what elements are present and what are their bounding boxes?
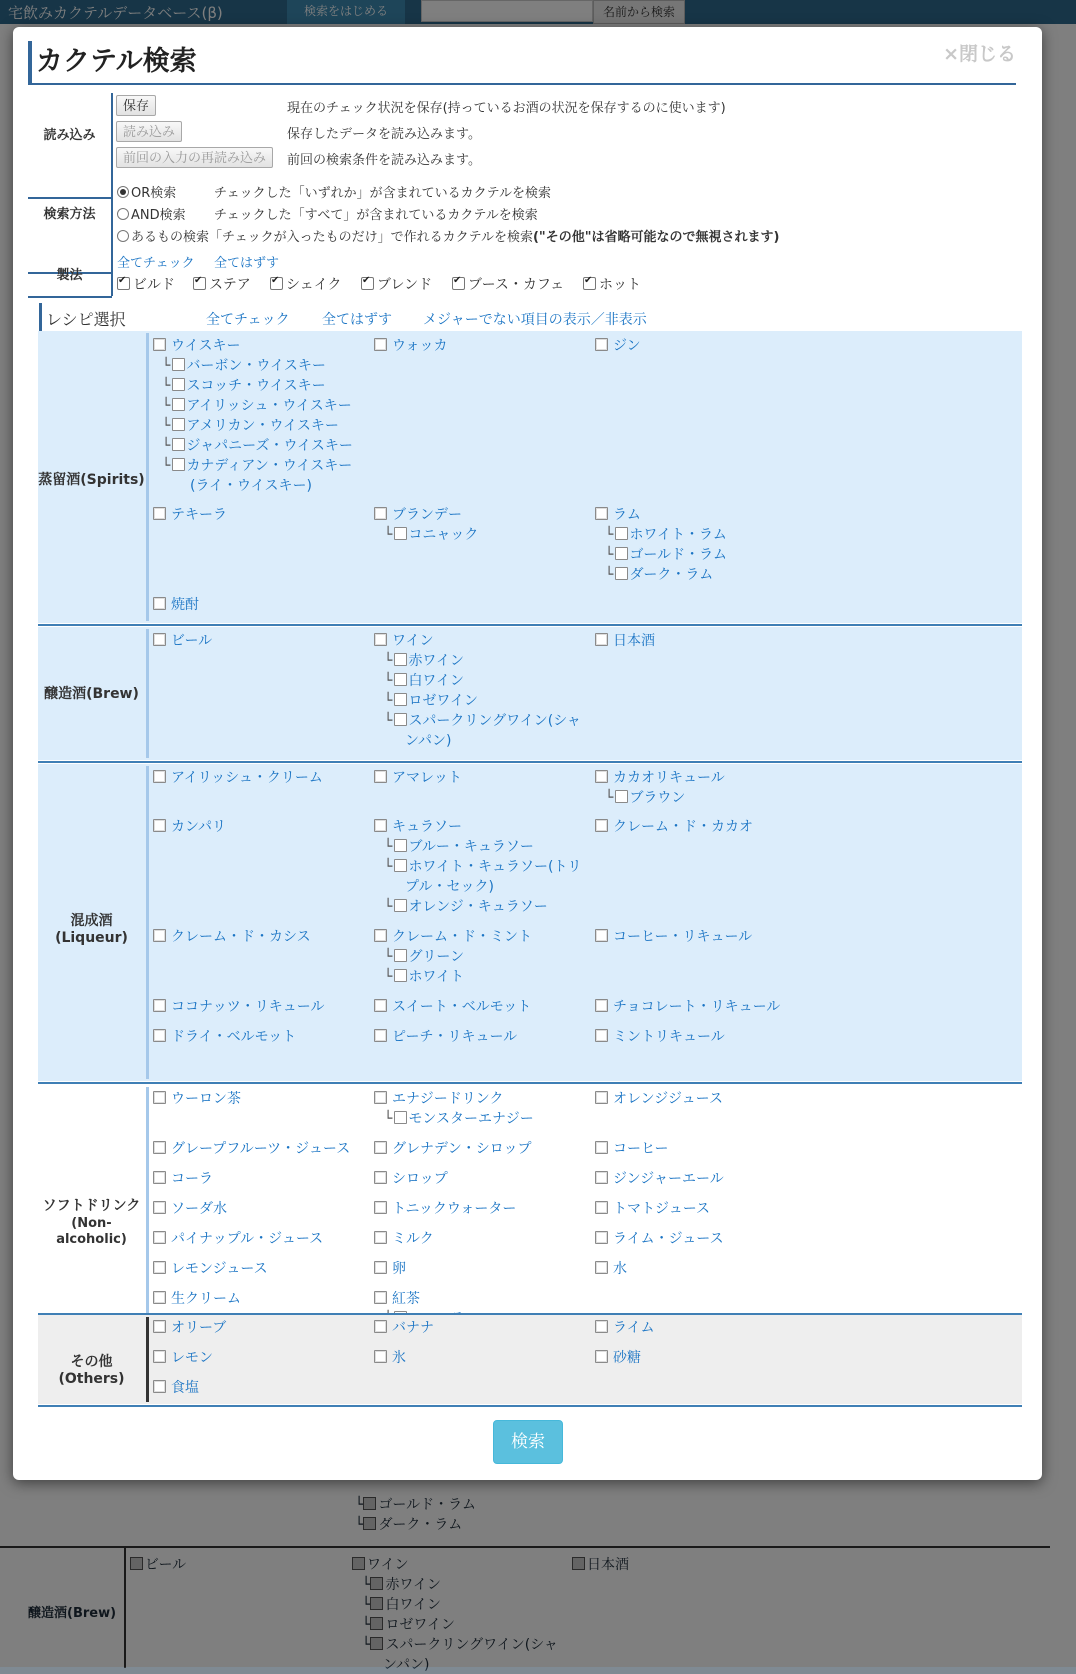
ingredient-creme-de-cassis[interactable] (153, 927, 311, 947)
lime-juice-label: ライム・ジュース (613, 1231, 724, 1247)
rose-wine-checkbox[interactable] (394, 693, 407, 706)
lime-label: ライム (613, 1320, 655, 1336)
ingredient-sweet-vermouth[interactable] (374, 997, 531, 1017)
sake-label: 日本酒 (613, 633, 655, 649)
ingredient-creme-de-menthe[interactable] (374, 927, 532, 947)
ingredient-tequila[interactable] (153, 505, 227, 525)
ingredient-pineapple-juice[interactable] (153, 1229, 323, 1249)
pousse-cafe-checkbox[interactable] (452, 277, 465, 290)
shochu-checkbox[interactable] (153, 597, 166, 610)
japanese-whisky-label: ジャパニーズ・ウイスキー (186, 438, 353, 454)
ingredient-grapefruit-juice[interactable] (153, 1139, 350, 1159)
salt-label: 食塩 (171, 1380, 199, 1396)
save-button[interactable]: 保存 (116, 95, 156, 116)
whisky-label: ウイスキー (171, 338, 241, 354)
ingredient-mint-liqueur[interactable] (595, 1027, 725, 1047)
campari-checkbox[interactable] (153, 819, 166, 832)
wine-checkbox[interactable] (374, 633, 387, 646)
irish-whisky-checkbox[interactable] (172, 398, 185, 411)
orange-juice-label: オレンジジュース (613, 1091, 723, 1107)
soft-drink-label (38, 1195, 145, 1247)
soft-drink-label-1: ソフトドリンク (42, 1198, 141, 1214)
black-tea-label: 紅茶 (392, 1291, 420, 1307)
ingredient-coffee[interactable] (595, 1139, 668, 1159)
hot-label: ホット (599, 277, 641, 293)
energy-drink-label: エナジードリンク (392, 1091, 504, 1107)
method-label: 検索方法 (43, 207, 96, 222)
tomato-juice-checkbox[interactable] (595, 1201, 608, 1214)
sparkling-wine-label: スパークリングワイン(シャ (408, 713, 581, 729)
technique-stir[interactable] (193, 274, 251, 294)
amaretto-checkbox[interactable] (374, 770, 387, 783)
tomato-juice-label: トマトジュース (613, 1201, 711, 1217)
white-curacao-label-2: プル・セック) (405, 879, 494, 895)
ingredient-bourbon[interactable]: └ バーボン・ウイスキー (162, 358, 326, 374)
technique-hot[interactable] (583, 274, 641, 294)
have-search-option[interactable] (117, 226, 779, 245)
ingredient-white-wine[interactable]: └ 白ワイン (384, 673, 465, 689)
orange-curacao-label: オレンジ・キュラソー (408, 899, 548, 915)
brandy-checkbox[interactable] (374, 507, 387, 520)
ingredient-tonic-water[interactable] (374, 1199, 516, 1219)
white-rum-checkbox[interactable] (615, 527, 628, 540)
recipe-uncheck-all[interactable]: 全てはずす (322, 312, 392, 328)
ingredient-soda-water[interactable] (153, 1199, 227, 1219)
technique-divider (28, 296, 112, 298)
grapefruit-juice-label: グレープフルーツ・ジュース (171, 1141, 351, 1157)
ingredient-dry-vermouth[interactable] (153, 1027, 296, 1047)
or-search-option[interactable] (117, 182, 176, 201)
sugar-label: 砂糖 (613, 1350, 641, 1366)
irish-whisky-label: アイリッシュ・ウイスキー (186, 398, 352, 414)
technique-shake[interactable] (270, 274, 341, 294)
ingredient-rum[interactable] (595, 505, 641, 525)
cocktail-search-modal (13, 27, 1042, 1480)
ingredient-tomato-juice[interactable] (595, 1199, 710, 1219)
ingredient-coconut-liqueur[interactable] (153, 997, 324, 1017)
ice-label: 氷 (392, 1350, 406, 1366)
american-whisky-label: アメリカン・ウイスキー (186, 418, 339, 434)
ingredient-dark-rum[interactable]: └ ダーク・ラム (605, 567, 714, 583)
sparkling-wine-label-2: ンパン) (405, 733, 452, 749)
pousse-cafe-label: ブース・カフェ (468, 277, 565, 293)
ingredient-irish-whisky[interactable]: └ アイリッシュ・ウイスキー (162, 398, 352, 414)
white-wine-checkbox[interactable] (394, 673, 407, 686)
coffee-liqueur-checkbox[interactable] (595, 929, 608, 942)
pineapple-juice-label: パイナップル・ジュース (171, 1231, 324, 1247)
or-radio[interactable] (117, 186, 129, 198)
ingredient-white-rum[interactable]: └ ホワイト・ラム (605, 527, 727, 543)
others-divider (38, 1405, 1022, 1407)
dry-vermouth-label: ドライ・ベルモット (171, 1029, 297, 1045)
peach-liqueur-checkbox[interactable] (374, 1029, 387, 1042)
ingredient-ice[interactable] (374, 1348, 406, 1368)
gin-checkbox[interactable] (595, 338, 608, 351)
soda-water-checkbox[interactable] (153, 1201, 166, 1214)
pineapple-juice-checkbox[interactable] (153, 1231, 166, 1244)
white-curacao-checkbox[interactable] (394, 859, 407, 872)
cola-label: コーラ (171, 1171, 213, 1187)
ingredient-beer[interactable] (153, 631, 212, 651)
ingredient-curacao[interactable] (374, 817, 462, 837)
coconut-liqueur-checkbox[interactable] (153, 999, 166, 1012)
ingredient-red-wine[interactable]: └ 赤ワイン (384, 653, 465, 669)
stir-label: ステア (209, 277, 251, 293)
liqueur-divider (38, 1082, 1022, 1084)
syrup-checkbox[interactable] (374, 1171, 387, 1184)
ingredient-gold-rum[interactable]: └ ゴールド・ラム (605, 547, 728, 563)
salt-checkbox[interactable] (153, 1380, 166, 1393)
search-button[interactable]: 検索 (493, 1420, 563, 1464)
lemon-checkbox[interactable] (153, 1350, 166, 1363)
save-description: 現在のチェック状況を保存(持っているお酒の状況を保存するのに使います) (287, 101, 726, 116)
grenadine-syrup-checkbox[interactable] (374, 1141, 387, 1154)
ginger-ale-label: ジンジャーエール (613, 1171, 724, 1187)
ingredient-lime[interactable] (595, 1318, 655, 1338)
bourbon-label: バーボン・ウイスキー (186, 358, 326, 374)
tequila-checkbox[interactable] (153, 507, 166, 520)
have-description: 「チェックが入ったものだけ」で作れるカクテルを検索 (209, 230, 533, 245)
red-wine-label: 赤ワイン (408, 653, 465, 669)
ingredient-campari[interactable] (153, 817, 226, 837)
soda-water-label: ソーダ水 (171, 1201, 227, 1217)
water-checkbox[interactable] (595, 1261, 608, 1274)
load-button[interactable]: 読み込み (116, 121, 182, 142)
lime-juice-checkbox[interactable] (595, 1231, 608, 1244)
chocolate-liqueur-checkbox[interactable] (595, 999, 608, 1012)
orange-curacao-checkbox[interactable] (394, 899, 407, 912)
sparkling-wine-checkbox[interactable] (394, 713, 407, 726)
green-mint-checkbox[interactable] (394, 949, 407, 962)
irish-cream-label: アイリッシュ・クリーム (171, 770, 323, 786)
load-label: 読み込み (43, 128, 96, 143)
creme-de-cacao-label: クレーム・ド・カカオ (613, 819, 753, 835)
syrup-label: シロップ (392, 1171, 448, 1187)
blend-label: ブレンド (377, 277, 433, 293)
egg-checkbox[interactable] (374, 1261, 387, 1274)
white-wine-label: 白ワイン (408, 673, 465, 689)
brown-checkbox[interactable] (615, 790, 628, 803)
spirits-divider (38, 624, 1022, 626)
ingredient-canadian-whisky[interactable]: └ カナディアン・ウイスキー (162, 458, 353, 474)
ingredient-grenadine-syrup[interactable] (374, 1139, 531, 1159)
curacao-checkbox[interactable] (374, 819, 387, 832)
brew-divider (38, 761, 1022, 763)
ingredient-whisky[interactable] (153, 336, 240, 356)
soft-drink-label-2: (Non-alcoholic) (56, 1216, 127, 1247)
brew-section (38, 627, 1022, 760)
and-radio[interactable] (117, 208, 129, 220)
milk-checkbox[interactable] (374, 1231, 387, 1244)
creme-de-cacao-checkbox[interactable] (595, 819, 608, 832)
ginger-ale-checkbox[interactable] (595, 1171, 608, 1184)
ingredient-cola[interactable] (153, 1169, 213, 1189)
rum-label: ラム (613, 507, 641, 523)
and-description: チェックした「すべて」が含まれているカクテルを検索 (214, 208, 538, 223)
lemon-label: レモン (171, 1350, 213, 1366)
irish-cream-checkbox[interactable] (153, 770, 166, 783)
blend-checkbox[interactable] (361, 277, 374, 290)
have-note: ("その他"は省略可能なので無視されます) (532, 230, 780, 245)
ingredient-brown[interactable]: └ ブラウン (605, 790, 686, 806)
ingredient-syrup[interactable] (374, 1169, 448, 1189)
ingredient-scotch[interactable]: └ スコッチ・ウイスキー (162, 378, 326, 394)
rum-checkbox[interactable] (595, 507, 608, 520)
cola-checkbox[interactable] (153, 1171, 166, 1184)
sweet-vermouth-label: スイート・ベルモット (392, 999, 532, 1015)
shake-label: シェイク (286, 277, 342, 293)
scotch-checkbox[interactable] (172, 378, 185, 391)
build-label: ビルド (133, 277, 175, 293)
ingredient-green-mint[interactable]: └ グリーン (384, 949, 465, 965)
load-description: 保存したデータを読み込みます。 (287, 127, 481, 142)
technique-blend[interactable] (361, 274, 432, 294)
others-label: その他(Others) (58, 1354, 125, 1387)
others-section (38, 1315, 1022, 1404)
ingredient-japanese-whisky[interactable]: └ ジャパニーズ・ウイスキー (162, 438, 353, 454)
ingredient-water[interactable] (595, 1259, 627, 1279)
ingredient-cognac[interactable]: └ コニャック (384, 527, 479, 543)
japanese-whisky-checkbox[interactable] (172, 438, 185, 451)
white-rum-label: ホワイト・ラム (629, 527, 727, 543)
tonic-water-checkbox[interactable] (374, 1201, 387, 1214)
ingredient-chocolate-liqueur[interactable] (595, 997, 780, 1017)
brandy-label: ブランデー (392, 507, 462, 523)
ingredient-oolong-tea[interactable] (153, 1089, 241, 1109)
load-divider (28, 197, 112, 199)
or-description: チェックした「いずれか」が含まれているカクテルを検索 (214, 186, 551, 201)
ingredient-sparkling-wine[interactable]: └ スパークリングワイン(シャ (384, 713, 581, 729)
gold-rum-checkbox[interactable] (615, 547, 628, 560)
cognac-label: コニャック (408, 527, 479, 543)
liqueur-bar (146, 766, 149, 1079)
ingredient-monster-energy[interactable]: └ モンスターエナジー (384, 1111, 534, 1127)
blue-curacao-label: ブルー・キュラソー (408, 839, 534, 855)
canadian-whisky-label-2: (ライ・ウイスキー) (190, 478, 312, 494)
ingredient-shochu[interactable] (153, 595, 199, 615)
mint-liqueur-checkbox[interactable] (595, 1029, 608, 1042)
ingredient-lemon-juice[interactable] (153, 1259, 268, 1279)
ingredient-sugar[interactable] (595, 1348, 641, 1368)
ingredient-peach-liqueur[interactable] (374, 1027, 517, 1047)
ingredient-salt[interactable] (153, 1378, 199, 1398)
dry-vermouth-checkbox[interactable] (153, 1029, 166, 1042)
technique-check-all[interactable]: 全てチェック (117, 256, 195, 271)
brew-bar (146, 629, 149, 758)
canadian-whisky-label: カナディアン・ウイスキー (186, 458, 353, 474)
shake-checkbox[interactable] (270, 277, 283, 290)
ingredient-olive[interactable] (153, 1318, 226, 1338)
ingredient-lime-juice[interactable] (595, 1229, 724, 1249)
monster-energy-label: モンスターエナジー (408, 1111, 534, 1127)
creme-de-menthe-label: クレーム・ド・ミント (392, 929, 532, 945)
ingredient-wine[interactable] (374, 631, 434, 651)
close-button[interactable]: ×閉じる (943, 43, 1016, 65)
red-wine-checkbox[interactable] (394, 653, 407, 666)
stir-checkbox[interactable] (193, 277, 206, 290)
water-label: 水 (613, 1261, 627, 1277)
ingredient-milk[interactable] (374, 1229, 434, 1249)
gin-label: ジン (613, 338, 641, 354)
blue-curacao-checkbox[interactable] (394, 839, 407, 852)
lime-checkbox[interactable] (595, 1320, 608, 1333)
monster-energy-checkbox[interactable] (394, 1111, 407, 1124)
american-whisky-checkbox[interactable] (172, 418, 185, 431)
grenadine-syrup-label: グレナデン・シロップ (392, 1141, 532, 1157)
recipe-heading (39, 303, 1016, 333)
canadian-whisky-checkbox[interactable] (172, 458, 185, 471)
soft-drink-bar (146, 1087, 149, 1336)
technique-label: 製法 (56, 268, 83, 283)
ingredient-coffee-liqueur[interactable] (595, 927, 752, 947)
curacao-label: キュラソー (392, 819, 462, 835)
hot-checkbox[interactable] (583, 277, 596, 290)
toggle-minor-items[interactable]: メジャーでない項目の表示／非表示 (423, 312, 647, 328)
black-tea-checkbox[interactable] (374, 1291, 387, 1304)
orange-juice-checkbox[interactable] (595, 1091, 608, 1104)
chocolate-liqueur-label: チョコレート・リキュール (613, 999, 781, 1015)
ingredient-brandy[interactable] (374, 505, 462, 525)
dark-rum-label: ダーク・ラム (629, 567, 714, 583)
have-label: あるもの検索 (131, 230, 210, 245)
ingredient-banana[interactable] (374, 1318, 434, 1338)
shochu-label: 焼酎 (171, 597, 199, 613)
creme-de-cassis-label: クレーム・ド・カシス (171, 929, 311, 945)
technique-bar (111, 250, 113, 296)
ingredient-sake[interactable] (595, 631, 655, 651)
tonic-water-label: トニックウォーター (392, 1201, 517, 1217)
spirits-bar (146, 333, 149, 621)
coffee-checkbox[interactable] (595, 1141, 608, 1154)
technique-pousse-cafe[interactable] (452, 274, 564, 294)
and-search-option[interactable] (117, 204, 186, 223)
cognac-checkbox[interactable] (394, 527, 407, 540)
sweet-vermouth-checkbox[interactable] (374, 999, 387, 1012)
ingredient-black-tea[interactable] (374, 1289, 420, 1309)
recipe-heading-title: レシピ選択 (46, 310, 126, 329)
recipe-check-all[interactable]: 全てチェック (206, 312, 290, 328)
banana-checkbox[interactable] (374, 1320, 387, 1333)
ingredient-amaretto[interactable] (374, 768, 462, 788)
ingredient-white-mint[interactable]: └ ホワイト (384, 969, 465, 985)
white-curacao-label: ホワイト・キュラソー(トリ (408, 859, 582, 875)
campari-label: カンパリ (171, 819, 227, 835)
ingredient-orange-curacao[interactable]: └ オレンジ・キュラソー (384, 899, 548, 915)
vodka-label: ウォッカ (392, 338, 448, 354)
ingredient-orange-juice[interactable] (595, 1089, 723, 1109)
lemon-juice-checkbox[interactable] (153, 1261, 166, 1274)
ice-checkbox[interactable] (374, 1350, 387, 1363)
coffee-liqueur-label: コーヒー・リキュール (613, 929, 753, 945)
soft-drink-section (38, 1085, 1022, 1338)
ingredient-irish-cream[interactable] (153, 768, 323, 788)
ingredient-rose-wine[interactable]: └ ロゼワイン (384, 693, 479, 709)
vodka-checkbox[interactable] (374, 338, 387, 351)
brew-label: 醸造酒(Brew) (44, 686, 139, 702)
ingredient-cacao-liqueur[interactable] (595, 768, 725, 788)
creme-de-menthe-checkbox[interactable] (374, 929, 387, 942)
rose-wine-label: ロゼワイン (408, 693, 479, 709)
ingredient-lemon[interactable] (153, 1348, 213, 1368)
peach-liqueur-label: ピーチ・リキュール (392, 1029, 518, 1045)
beer-label: ビール (171, 633, 213, 649)
spirits-label: 蒸留酒(Spirits) (38, 472, 145, 488)
ingredient-blue-curacao[interactable]: └ ブルー・キュラソー (384, 839, 534, 855)
ingredient-energy-drink[interactable] (374, 1089, 503, 1109)
cacao-liqueur-label: カカオリキュール (613, 770, 725, 786)
technique-build[interactable] (117, 274, 175, 294)
oolong-tea-checkbox[interactable] (153, 1091, 166, 1104)
wine-label: ワイン (392, 633, 434, 649)
modal-title: カクテル検索 (28, 41, 1016, 85)
reload-button[interactable]: 前回の入力の再読み込み (116, 147, 273, 168)
amaretto-label: アマレット (392, 770, 462, 786)
lemon-juice-label: レモンジュース (171, 1261, 268, 1277)
others-bar (146, 1317, 149, 1402)
energy-drink-checkbox[interactable] (374, 1091, 387, 1104)
cacao-liqueur-checkbox[interactable] (595, 770, 608, 783)
brown-label: ブラウン (629, 790, 686, 806)
ingredient-gin[interactable] (595, 336, 641, 356)
spirits-section (38, 331, 1022, 623)
olive-label: オリーブ (171, 1320, 227, 1336)
ingredient-american-whisky[interactable]: └ アメリカン・ウイスキー (162, 418, 339, 434)
have-radio[interactable] (117, 230, 129, 242)
coconut-liqueur-label: ココナッツ・リキュール (171, 999, 325, 1015)
fresh-cream-label: 生クリーム (171, 1291, 241, 1307)
sake-checkbox[interactable] (595, 633, 608, 646)
white-mint-label: ホワイト (408, 969, 465, 985)
egg-label: 卵 (392, 1261, 406, 1277)
coffee-label: コーヒー (613, 1141, 669, 1157)
liqueur-label: 混成酒(Liqueur) (55, 913, 128, 946)
tequila-label: テキーラ (171, 507, 227, 523)
oolong-tea-label: ウーロン茶 (171, 1091, 241, 1107)
scotch-label: スコッチ・ウイスキー (186, 378, 326, 394)
ingredient-creme-de-cacao[interactable] (595, 817, 753, 837)
milk-label: ミルク (392, 1231, 434, 1247)
and-label: AND検索 (131, 208, 186, 223)
or-label: OR検索 (131, 186, 177, 201)
fresh-cream-checkbox[interactable] (153, 1291, 166, 1304)
liqueur-section (38, 764, 1022, 1081)
ingredient-vodka[interactable] (374, 336, 447, 356)
olive-checkbox[interactable] (153, 1320, 166, 1333)
build-checkbox[interactable] (117, 277, 130, 290)
ingredient-fresh-cream[interactable] (153, 1289, 241, 1309)
white-mint-checkbox[interactable] (394, 969, 407, 982)
technique-uncheck-all[interactable]: 全てはずす (214, 256, 280, 271)
dark-rum-checkbox[interactable] (615, 567, 628, 580)
ingredient-egg[interactable] (374, 1259, 406, 1279)
whisky-checkbox[interactable] (153, 338, 166, 351)
reload-description: 前回の検索条件を読み込みます。 (287, 153, 481, 168)
green-mint-label: グリーン (408, 949, 465, 965)
beer-checkbox[interactable] (153, 633, 166, 646)
ingredient-ginger-ale[interactable] (595, 1169, 724, 1189)
bourbon-checkbox[interactable] (172, 358, 185, 371)
ingredient-white-curacao[interactable]: └ ホワイト・キュラソー(トリ (384, 859, 582, 875)
mint-liqueur-label: ミントリキュール (613, 1029, 725, 1045)
banana-label: バナナ (392, 1320, 434, 1336)
gold-rum-label: ゴールド・ラム (629, 547, 728, 563)
creme-de-cassis-checkbox[interactable] (153, 929, 166, 942)
grapefruit-juice-checkbox[interactable] (153, 1141, 166, 1154)
sugar-checkbox[interactable] (595, 1350, 608, 1363)
